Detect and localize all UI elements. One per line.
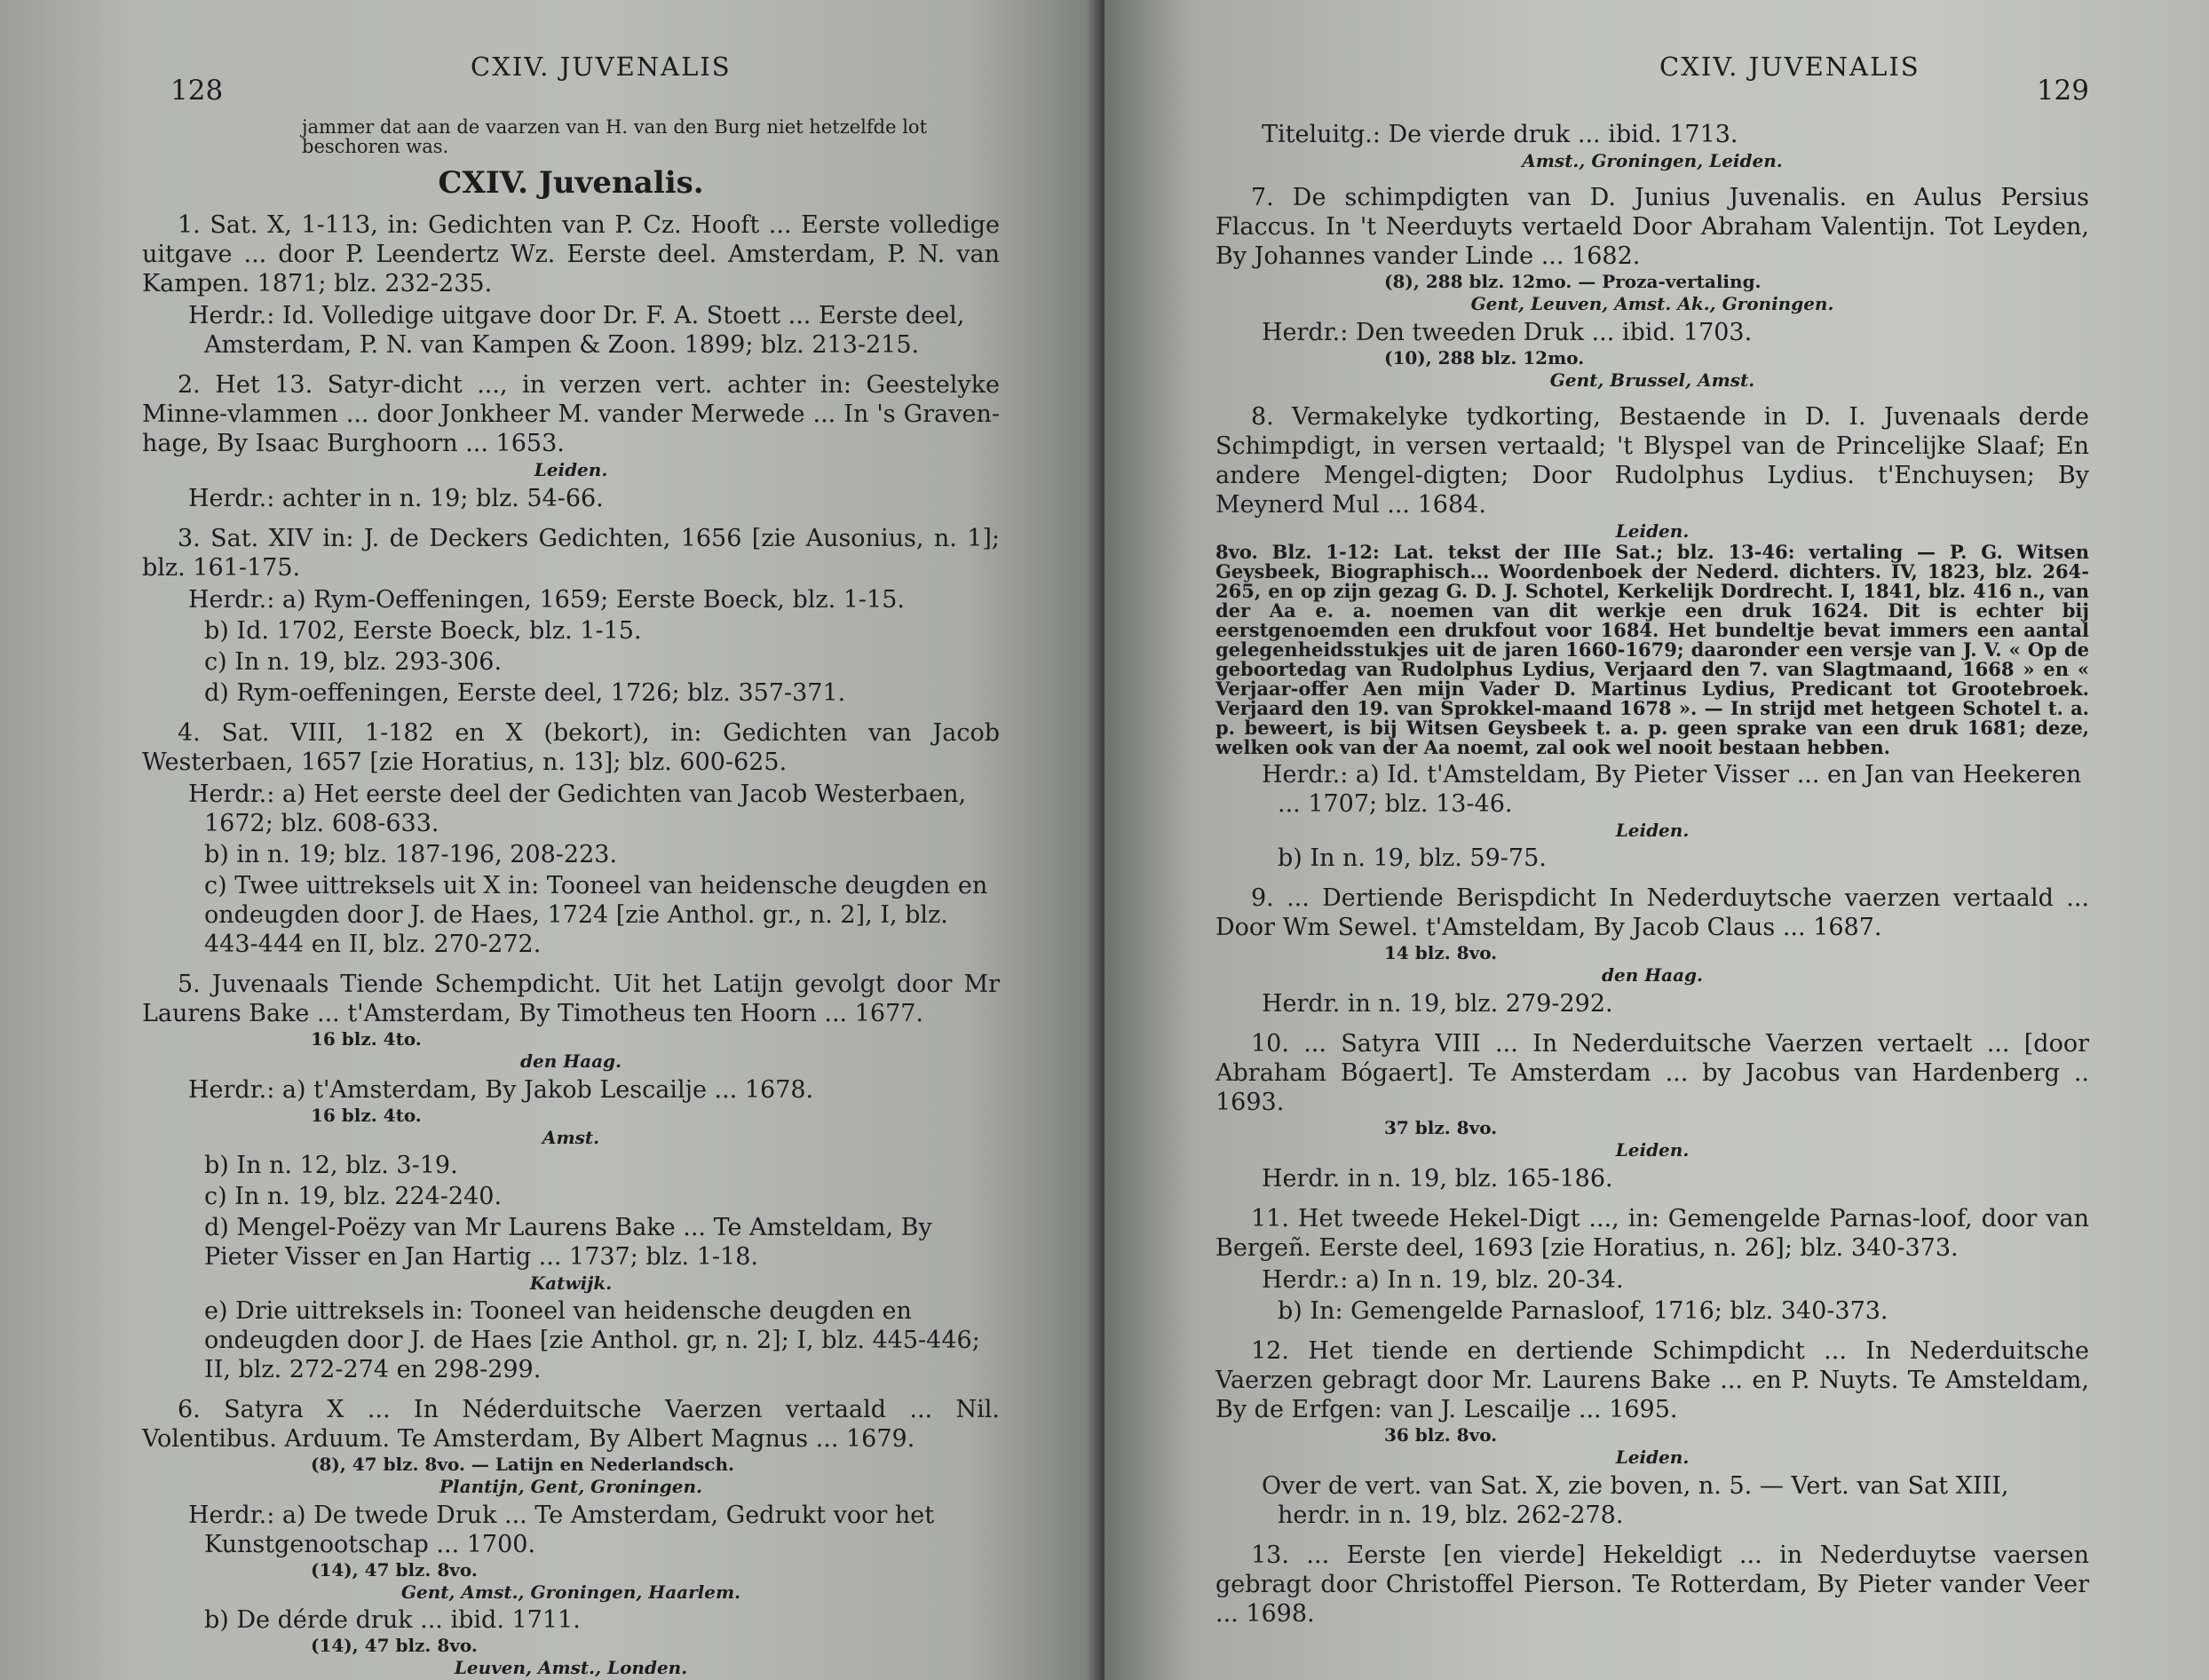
left-entry-line: 2. Het 13. Satyr-dicht ..., in verzen vert. achter in: Geestelyke Minne-vlammen ... door Jonkheer M. vander Merwede ... In 's Graven-hage, By Isaac Burghoorn ... 1653. [142, 371, 1000, 457]
left-herdr-line: Herdr.: a) t'Amsterdam, By Jakob Lescailje ... 1678. [188, 1076, 814, 1104]
left-herdr-line: Herdr.: Id. Volledige uitgave door Dr. F. A. Stoett ... Eerste deel, Amsterdam, P. N. van Kampen & Zoon. 1899; blz. 213-215. [188, 302, 965, 359]
right-coll-line: Amst., Groningen, Leiden. [1522, 150, 1783, 171]
right-note-line: 8vo. Blz. 1-12: Lat. tekst der IIIe Sat.; blz. 13-46: vertaling — P. G. Witsen Geysbeek, Biographisch... Woordenboek der Nederd. dichters. IV, 1823, blz. 264-265, en op zijn gezag G. D. J. Schotel, Kerkelijk Dordrecht. I, 1841, blz. 416 n., van der Aa e. a. noemen van dit werkje een druk 1624. Dit is echter bij eerstgenoemden een drukfout voor 1684. Het bundeltje bevat immers een aantal gelegenheidsstukjes uit de jaren 1660-1679; daaronder een versje van J. V. « Op de geboortedag van Rudolphus Lydius, Verjaard den 7. van Slagtmaand, 1668 » en « Verjaar-offer Aen mijn Vader D. Martinus Lydius, Predicant tot Grootebroek. Verjaard den 19. van Sprokkel-maand 1678 ». — In strijd met hetgeen Schotel t. a. p. beweert, is bij Witsen Geysbeek t. a. p. geen sprake van een druk 1681; deze, welken ook van der Aa noemt, zal ook wel nooit bestaan hebben. [1215, 541, 2089, 758]
left-running-head [142, 52, 1000, 117]
left-entry-line: 5. Juvenaals Tiende Schempdicht. Uit het Latijn gevolgt door Mr Laurens Bake ... t'Amsterdam, By Timotheus ten Hoorn ... 1677. [142, 971, 1000, 1027]
left-entries [142, 210, 1000, 1679]
right-running-title: CXIV. JUVENALIS [1659, 52, 1920, 82]
right-herdr-line: Herdr.: a) In n. 19, blz. 20-34. [1262, 1266, 1624, 1294]
left-page-number: 128 [170, 75, 224, 107]
left-coll-line: den Haag. [520, 1050, 622, 1072]
left-sub-line: d) Rym-oeffeningen, Eerste deel, 1726; blz. 357-371. [204, 679, 846, 707]
left-size-line: (14), 47 blz. 8vo. [311, 1559, 478, 1581]
left-sub-line: b) De dérde druk ... ibid. 1711. [204, 1606, 581, 1634]
right-coll-line: Gent, Leuven, Amst. Ak., Groningen. [1470, 293, 1834, 314]
left-size-line: 16 blz. 4to. [311, 1028, 422, 1050]
right-coll-line: Leiden. [1615, 1139, 1690, 1161]
left-size-line: (14), 47 blz. 8vo. [311, 1635, 478, 1656]
left-sub-line: c) In n. 19, blz. 293-306. [204, 648, 503, 676]
left-running-title: CXIV. JUVENALIS [471, 52, 732, 82]
right-herdr-line: Herdr.: Den tweeden Druk ... ibid. 1703. [1262, 319, 1753, 346]
left-sub-line: e) Drie uittreksels in: Tooneel van heidensche deugden en ondeugden door J. de Haes [zie Anthol. gr, n. 2]; I, blz. 445-446; II, blz. 272-274 en 298-299. [204, 1297, 980, 1383]
right-size-line: (8), 288 blz. 12mo. — Proza-vertaling. [1384, 271, 1762, 292]
right-page-number: 129 [2036, 75, 2089, 107]
left-coll-line: Amst. [542, 1127, 600, 1148]
right-running-head [1215, 52, 2089, 117]
left-coll-line: Katwijk. [529, 1272, 613, 1294]
left-herdr-line: Herdr.: a) De twede Druk ... Te Amsterdam, Gedrukt voor het Kunstgenootschap ... 1700. [188, 1502, 935, 1558]
right-coll-line: Gent, Brussel, Amst. [1549, 369, 1755, 391]
left-coll-line: Gent, Amst., Groningen, Haarlem. [400, 1581, 741, 1603]
left-sub-line: d) Mengel-Poëzy van Mr Laurens Bake ... Te Amsteldam, By Pieter Visser en Jan Hartig ... 1737; blz. 1-18. [204, 1214, 932, 1271]
right-size-line: 36 blz. 8vo. [1384, 1424, 1498, 1446]
right-entry-line: 11. Het tweede Hekel-Digt ..., in: Gemengelde Parnas-loof, door van Bergeñ. Eerste deel, 1693 [zie Horatius, n. 26]; blz. 340-373. [1215, 1205, 2089, 1262]
right-coll-line: Leiden. [1615, 520, 1690, 542]
section-title: CXIV. Juvenalis. [438, 165, 704, 201]
right-page [1104, 0, 2209, 1680]
left-coll-line: Plantijn, Gent, Groningen. [439, 1476, 703, 1497]
left-entry-line: 3. Sat. XIV in: J. de Deckers Gedichten, 1656 [zie Ausonius, n. 1]; blz. 161-175. [142, 525, 1000, 582]
left-sub-line: b) Id. 1702, Eerste Boeck, blz. 1-15. [204, 617, 642, 645]
right-herdr-line: Over de vert. van Sat. X, zie boven, n. 5. — Vert. van Sat XIII, herdr. in n. 19, blz. 262-278. [1262, 1472, 2009, 1529]
right-size-line: (10), 288 blz. 12mo. [1384, 347, 1585, 368]
left-size-line: (8), 47 blz. 8vo. — Latijn en Nederlandsch. [311, 1454, 734, 1475]
right-sub-line: b) In: Gemengelde Parnasloof, 1716; blz. 340-373. [1278, 1297, 1888, 1325]
right-entry-line: 9. ... Dertiende Berispdicht In Nederduytsche vaerzen vertaald ... Door Wm Sewel. t'Amsteldam, By Jacob Claus ... 1687. [1215, 884, 2089, 941]
left-herdr-line: Herdr.: a) Het eerste deel der Gedichten van Jacob Westerbaen, 1672; blz. 608-633. [188, 781, 967, 837]
right-size-line: 37 blz. 8vo. [1384, 1117, 1498, 1138]
left-coll-line: Leiden. [534, 459, 608, 480]
left-sub-line: b) In n. 12, blz. 3-19. [204, 1152, 458, 1179]
right-herdr-line: Herdr. in n. 19, blz. 279-292. [1262, 990, 1613, 1018]
right-herdr-line: Titeluitg.: De vierde druk ... ibid. 1713. [1262, 121, 1738, 148]
carryover-text: jammer dat aan de vaarzen van H. van den Burg niet hetzelfde lot beschoren was. [302, 116, 928, 157]
left-sub-line: c) In n. 19, blz. 224-240. [204, 1183, 503, 1210]
right-entry-line: 8. Vermakelyke tydkorting, Bestaende in D. I. Juvenaals derde Schimpdigt, in versen vertaald; 't Blyspel van de Princelijke Slaaf; En andere Mengel-digten; Door Rudolphus Lydius. t'Enchuysen; By Meynerd Mul ... 1684. [1215, 403, 2089, 519]
left-coll-line: Leuven, Amst., Londen. [454, 1657, 688, 1678]
left-entry-line: 1. Sat. X, 1-113, in: Gedichten van P. Cz. Hooft ... Eerste volledige uitgave ... door P. Leendertz Wz. Eerste deel. Amsterdam, P. N. van Kampen. 1871; blz. 232-235. [142, 211, 1000, 297]
right-entry-line: 10. ... Satyra VIII ... In Nederduitsche Vaerzen vertaelt ... [door Abraham Bógaert]. Te Amsterdam ... by Jacobus van Hardenberg .. 1693. [1215, 1030, 2089, 1116]
right-column [1215, 120, 2089, 1628]
right-entry-line: 13. ... Eerste [en vierde] Hekeldigt ... in Nederduytse vaersen gebragt door Christoffel Pierson. Te Rotterdam, By Pieter vander Veer ... 1698. [1215, 1541, 2089, 1628]
right-coll-line: den Haag. [1602, 964, 1703, 986]
left-herdr-line: Herdr.: a) Rym-Oeffeningen, 1659; Eerste Boeck, blz. 1-15. [188, 586, 905, 614]
right-coll-line: Leiden. [1615, 820, 1690, 841]
right-sub-line: b) In n. 19, blz. 59-75. [1278, 844, 1547, 872]
left-page [0, 0, 1097, 1680]
left-column [142, 117, 1000, 1679]
right-herdr-line: Herdr. in n. 19, blz. 165-186. [1262, 1165, 1613, 1193]
right-entries [1215, 120, 2089, 1628]
left-sub-line: c) Twee uittreksels uit X in: Tooneel van heidensche deugden en ondeugden door J. de Haes, 1724 [zie Anthol. gr., n. 2], I, blz. 443-444 en II, blz. 270-272. [204, 872, 988, 958]
left-size-line: 16 blz. 4to. [311, 1105, 422, 1126]
left-herdr-line: Herdr.: achter in n. 19; blz. 54-66. [188, 485, 604, 512]
left-entry-line: 4. Sat. VIII, 1-182 en X (bekort), in: Gedichten van Jacob Westerbaen, 1657 [zie Horatius, n. 13]; blz. 600-625. [142, 719, 1000, 776]
left-entry-line: 6. Satyra X ... In Néderduitsche Vaerzen vertaald ... Nil. Volentibus. Arduum. Te Amsterdam, By Albert Magnus ... 1679. [142, 1396, 1000, 1453]
right-entry-line: 12. Het tiende en dertiende Schimpdicht ... In Nederduitsche Vaerzen gebragt door Mr. Laurens Bake ... en P. Nuyts. Te Amsteldam, By de Erfgen: van J. Lescailje ... 1695. [1215, 1337, 2089, 1423]
left-sub-line: b) in n. 19; blz. 187-196, 208-223. [204, 841, 618, 868]
right-coll-line: Leiden. [1615, 1446, 1690, 1468]
right-entry-line: 7. De schimpdigten van D. Junius Juvenalis. en Aulus Persius Flaccus. In 't Neerduyts vertaeld Door Abraham Valentijn. Tot Leyden, By Johannes vander Linde ... 1682. [1215, 184, 2089, 270]
right-herdr-line: Herdr.: a) Id. t'Amsteldam, By Pieter Visser ... en Jan van Heekeren ... 1707; blz. 13-46. [1262, 761, 2082, 818]
right-size-line: 14 blz. 8vo. [1384, 942, 1498, 963]
